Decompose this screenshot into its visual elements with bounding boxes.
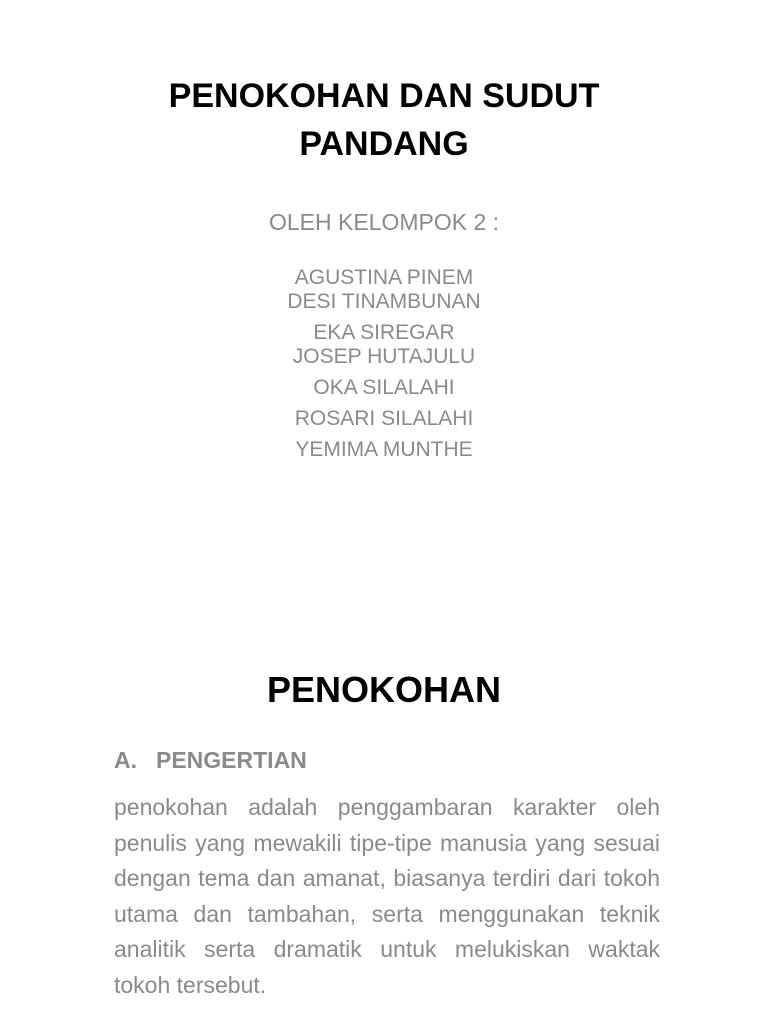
presentation-title: PENOKOHAN DAN SUDUT PANDANG <box>168 77 600 163</box>
group-subtitle: OLEH KELOMPOK 2 : <box>268 209 500 235</box>
member-name: JOSEP HUTAJULU <box>292 345 476 368</box>
member-name: EKA SIREGAR <box>313 321 455 344</box>
member-name: DESI TINAMBUNAN <box>287 290 481 313</box>
member-name: ROSARI SILALAHI <box>294 407 474 430</box>
member-name: YEMIMA MUNTHE <box>295 438 473 461</box>
definition-paragraph: penokohan adalah penggambaran karakter oleh penulis yang mewakili tipe-tipe manusia yang sesuai dengan tema dan amanat, biasanya terdiri dari tokoh utama dan tambahan, serta menggunakan teknik analitik serta dramatik untuk melukiskan waktak tokoh tersebut. <box>114 794 660 998</box>
member-name: AGUSTINA PINEM <box>294 266 474 289</box>
slide-title: PENOKOHAN <box>266 669 502 710</box>
list-marker: A. <box>114 747 137 773</box>
section-label: PENGERTIAN <box>156 747 307 773</box>
slide-penokohan <box>0 560 768 1024</box>
section-heading <box>114 744 307 776</box>
member-list <box>0 266 768 462</box>
member-name: OKA SILALAHI <box>313 376 455 399</box>
